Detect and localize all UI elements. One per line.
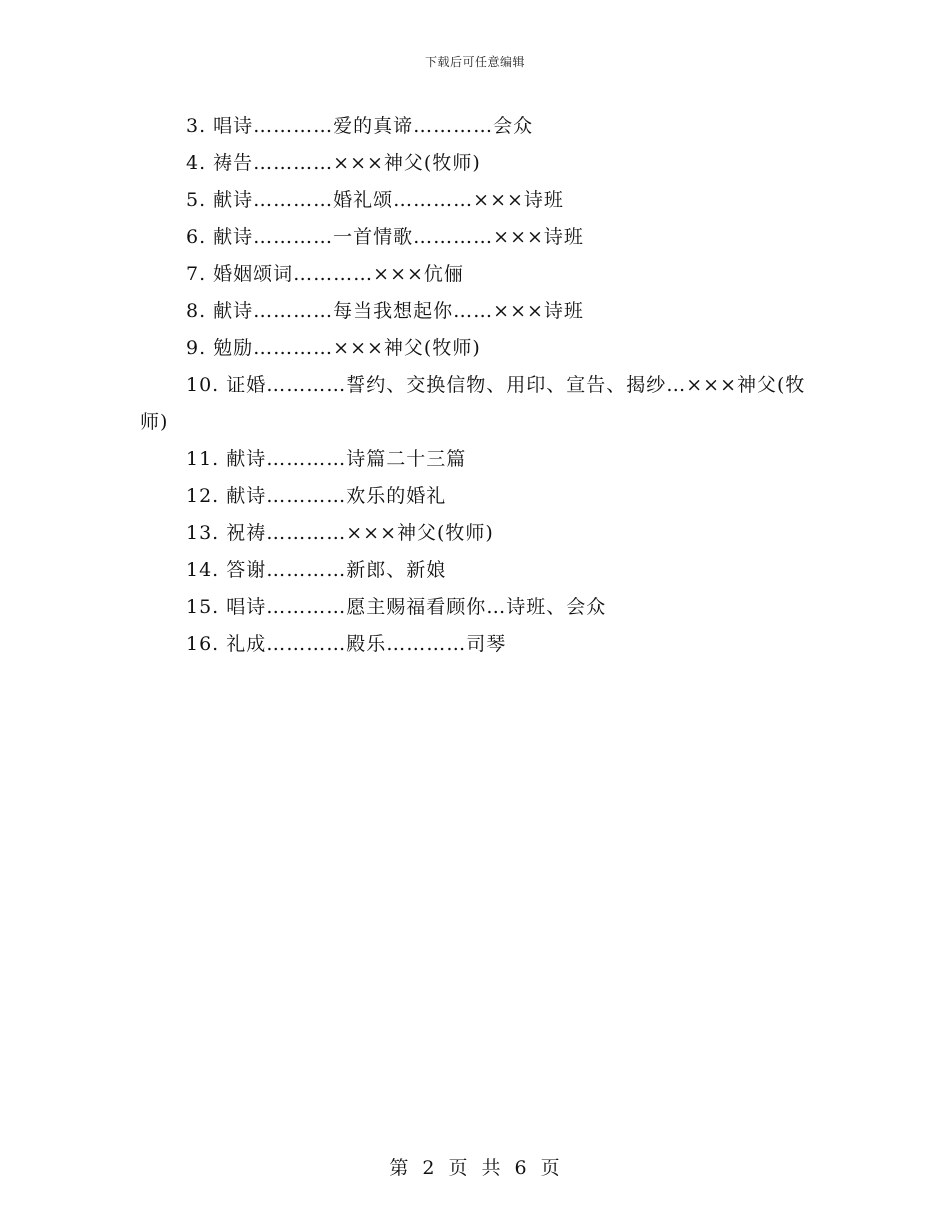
page-number-footer: 第 2 页 共 6 页 [389, 1157, 561, 1179]
program-item: 16. 礼成…………殿乐…………司琴 [186, 633, 507, 655]
page-header: 下载后可任意编辑 [424, 55, 525, 69]
program-item: 15. 唱诗…………愿主赐福看顾你…诗班、会众 [186, 596, 607, 618]
program-item: 13. 祝祷…………×××神父(牧师) [186, 522, 494, 544]
program-item: 14. 答谢…………新郎、新娘 [186, 559, 447, 581]
program-item: 4. 祷告…………×××神父(牧师) [186, 152, 481, 174]
program-item: 7. 婚姻颂词…………×××伉俪 [186, 263, 464, 285]
program-item-wrapped: 10. 证婚…………誓约、交换信物、用印、宣告、揭纱…×××神父(牧师) [140, 374, 806, 433]
program-item: 3. 唱诗…………爱的真谛…………会众 [186, 115, 534, 137]
document-body [140, 108, 812, 663]
program-item: 9. 勉励…………×××神父(牧师) [186, 337, 481, 359]
program-item: 8. 献诗…………每当我想起你……×××诗班 [186, 300, 584, 322]
program-item: 5. 献诗…………婚礼颂…………×××诗班 [186, 189, 564, 211]
program-item: 6. 献诗…………一首情歌…………×××诗班 [186, 226, 584, 248]
program-item: 12. 献诗…………欢乐的婚礼 [186, 485, 447, 507]
program-item: 11. 献诗…………诗篇二十三篇 [186, 448, 467, 470]
